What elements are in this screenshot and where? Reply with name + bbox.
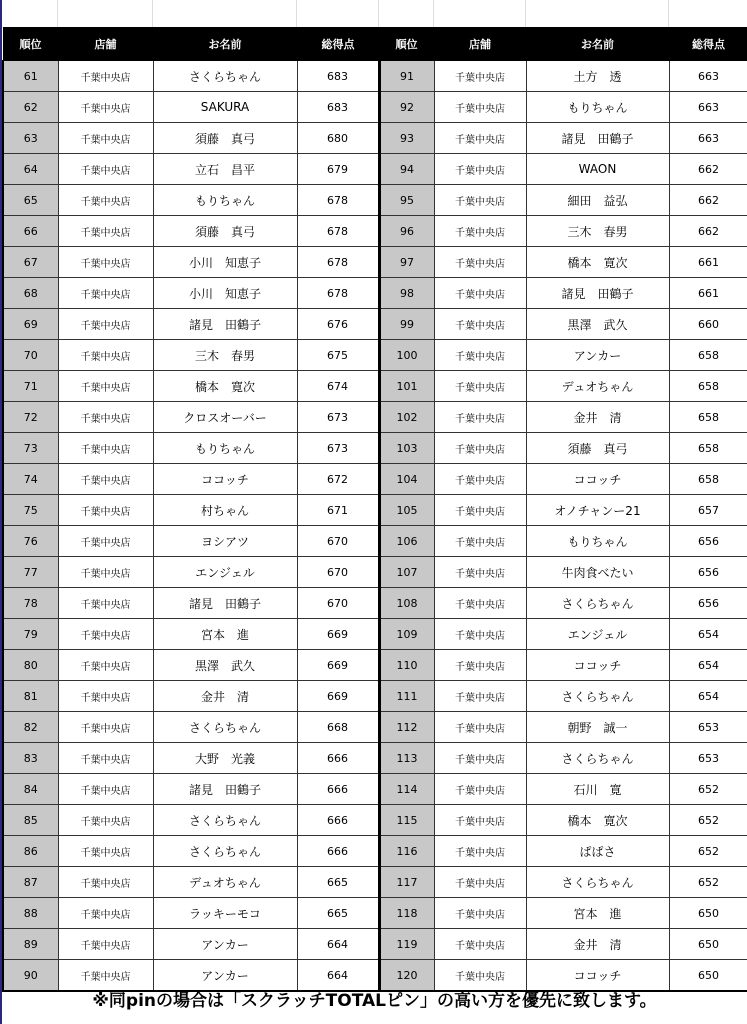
name-cell: アンカー: [526, 340, 669, 371]
score-cell: 652: [669, 867, 747, 898]
shop-cell: 千葉中央店: [58, 557, 153, 588]
shop-cell: 千葉中央店: [434, 92, 526, 123]
score-cell: 653: [669, 712, 747, 743]
shop-cell: 千葉中央店: [434, 836, 526, 867]
name-cell: さくらちゃん: [153, 805, 297, 836]
score-cell: 670: [297, 557, 379, 588]
rank-cell: 105: [379, 495, 434, 526]
shop-cell: 千葉中央店: [434, 278, 526, 309]
table-row: [3, 619, 747, 650]
name-cell: オノチャンー21: [526, 495, 669, 526]
shop-cell: 千葉中央店: [58, 216, 153, 247]
rank-cell: 79: [3, 619, 58, 650]
score-cell: 666: [297, 743, 379, 774]
rank-cell: 90: [3, 960, 58, 992]
name-cell: アンカー: [153, 960, 297, 992]
table-row: [3, 371, 747, 402]
rank-cell: 87: [3, 867, 58, 898]
rank-cell: 76: [3, 526, 58, 557]
shop-cell: 千葉中央店: [434, 743, 526, 774]
rank-cell: 77: [3, 557, 58, 588]
rank-cell: 61: [3, 61, 58, 92]
shop-cell: 千葉中央店: [58, 526, 153, 557]
score-cell: 653: [669, 743, 747, 774]
score-cell: 674: [297, 371, 379, 402]
table-row: [3, 867, 747, 898]
shop-cell: 千葉中央店: [434, 340, 526, 371]
shop-cell: 千葉中央店: [58, 774, 153, 805]
name-cell: 三木 春男: [153, 340, 297, 371]
table-row: [3, 216, 747, 247]
table-row: [3, 61, 747, 92]
shop-cell: 千葉中央店: [434, 371, 526, 402]
rank-cell: 119: [379, 929, 434, 960]
name-cell: もりちゃん: [153, 433, 297, 464]
shop-cell: 千葉中央店: [58, 681, 153, 712]
shop-cell: 千葉中央店: [58, 309, 153, 340]
score-cell: 678: [297, 185, 379, 216]
score-cell: 663: [669, 92, 747, 123]
score-cell: 652: [669, 805, 747, 836]
score-cell: 656: [669, 526, 747, 557]
shop-cell: 千葉中央店: [434, 557, 526, 588]
shop-cell: 千葉中央店: [434, 216, 526, 247]
name-cell: 大野 光義: [153, 743, 297, 774]
rank-cell: 75: [3, 495, 58, 526]
rank-cell: 74: [3, 464, 58, 495]
name-cell: 諸見 田鶴子: [153, 588, 297, 619]
score-cell: 666: [297, 836, 379, 867]
name-cell: ココッチ: [526, 650, 669, 681]
score-cell: 670: [297, 526, 379, 557]
rank-cell: 95: [379, 185, 434, 216]
name-cell: 諸見 田鶴子: [526, 278, 669, 309]
table-row: [3, 309, 747, 340]
name-cell: もりちゃん: [526, 92, 669, 123]
shop-cell: 千葉中央店: [434, 433, 526, 464]
rank-cell: 88: [3, 898, 58, 929]
rank-cell: 104: [379, 464, 434, 495]
rank-cell: 98: [379, 278, 434, 309]
rank-cell: 117: [379, 867, 434, 898]
rank-cell: 86: [3, 836, 58, 867]
rank-cell: 71: [3, 371, 58, 402]
score-cell: 670: [297, 588, 379, 619]
shop-cell: 千葉中央店: [58, 464, 153, 495]
name-cell: 朝野 誠一: [526, 712, 669, 743]
header-score: 総得点: [297, 28, 379, 61]
name-cell: デュオちゃん: [526, 371, 669, 402]
shop-cell: 千葉中央店: [434, 185, 526, 216]
rank-cell: 68: [3, 278, 58, 309]
name-cell: 立石 昌平: [153, 154, 297, 185]
shop-cell: 千葉中央店: [58, 92, 153, 123]
shop-cell: 千葉中央店: [58, 278, 153, 309]
header-rank: 順位: [379, 28, 434, 61]
score-cell: 652: [669, 774, 747, 805]
header-shop: 店舗: [58, 28, 153, 61]
rank-cell: 66: [3, 216, 58, 247]
header-score: 総得点: [669, 28, 747, 61]
name-cell: 金井 清: [526, 402, 669, 433]
table-row: [3, 464, 747, 495]
shop-cell: 千葉中央店: [434, 960, 526, 992]
table-row: [3, 526, 747, 557]
table-row: [3, 929, 747, 960]
score-cell: 683: [297, 92, 379, 123]
rank-cell: 110: [379, 650, 434, 681]
score-cell: 668: [297, 712, 379, 743]
name-cell: 村ちゃん: [153, 495, 297, 526]
score-cell: 656: [669, 588, 747, 619]
rank-cell: 84: [3, 774, 58, 805]
score-cell: 661: [669, 247, 747, 278]
shop-cell: 千葉中央店: [434, 61, 526, 92]
name-cell: 宮本 進: [526, 898, 669, 929]
name-cell: さくらちゃん: [526, 867, 669, 898]
score-cell: 650: [669, 929, 747, 960]
table-row: [3, 92, 747, 123]
shop-cell: 千葉中央店: [434, 712, 526, 743]
rank-cell: 109: [379, 619, 434, 650]
rank-cell: 102: [379, 402, 434, 433]
score-cell: 660: [669, 309, 747, 340]
name-cell: 小川 知恵子: [153, 247, 297, 278]
score-cell: 658: [669, 433, 747, 464]
name-cell: 金井 清: [153, 681, 297, 712]
table-row: [3, 681, 747, 712]
shop-cell: 千葉中央店: [434, 619, 526, 650]
shop-cell: 千葉中央店: [434, 805, 526, 836]
name-cell: 須藤 真弓: [526, 433, 669, 464]
name-cell: 土方 透: [526, 61, 669, 92]
rank-cell: 83: [3, 743, 58, 774]
rank-cell: 97: [379, 247, 434, 278]
rank-cell: 64: [3, 154, 58, 185]
name-cell: 金井 清: [526, 929, 669, 960]
rank-cell: 73: [3, 433, 58, 464]
shop-cell: 千葉中央店: [434, 867, 526, 898]
rank-cell: 89: [3, 929, 58, 960]
table-row: [3, 340, 747, 371]
table-row: [3, 712, 747, 743]
shop-cell: 千葉中央店: [58, 247, 153, 278]
shop-cell: 千葉中央店: [58, 154, 153, 185]
name-cell: 細田 益弘: [526, 185, 669, 216]
score-cell: 650: [669, 898, 747, 929]
shop-cell: 千葉中央店: [58, 619, 153, 650]
score-cell: 650: [669, 960, 747, 992]
score-cell: 676: [297, 309, 379, 340]
rank-cell: 116: [379, 836, 434, 867]
rank-cell: 114: [379, 774, 434, 805]
name-cell: ココッチ: [526, 960, 669, 992]
score-cell: 680: [297, 123, 379, 154]
name-cell: 諸見 田鶴子: [153, 309, 297, 340]
footnote: ※同pinの場合は「スクラッチTOTALピン」の高い方を優先に致します。: [92, 991, 657, 1011]
shop-cell: 千葉中央店: [434, 929, 526, 960]
table-header-row: [3, 28, 747, 61]
shop-cell: 千葉中央店: [58, 371, 153, 402]
rank-cell: 91: [379, 61, 434, 92]
name-cell: さくらちゃん: [153, 61, 297, 92]
rank-cell: 108: [379, 588, 434, 619]
rank-cell: 78: [3, 588, 58, 619]
score-cell: 662: [669, 185, 747, 216]
table-row: [3, 836, 747, 867]
shop-cell: 千葉中央店: [434, 464, 526, 495]
table-row: [3, 774, 747, 805]
rank-cell: 63: [3, 123, 58, 154]
table-row: [3, 185, 747, 216]
shop-cell: 千葉中央店: [58, 185, 153, 216]
shop-cell: 千葉中央店: [58, 61, 153, 92]
score-cell: 662: [669, 216, 747, 247]
score-cell: 654: [669, 681, 747, 712]
score-cell: 664: [297, 960, 379, 992]
shop-cell: 千葉中央店: [434, 123, 526, 154]
score-cell: 652: [669, 836, 747, 867]
name-cell: 石川 寛: [526, 774, 669, 805]
score-cell: 658: [669, 402, 747, 433]
table-row: [3, 650, 747, 681]
shop-cell: 千葉中央店: [434, 495, 526, 526]
rank-cell: 80: [3, 650, 58, 681]
score-cell: 654: [669, 650, 747, 681]
rank-cell: 115: [379, 805, 434, 836]
shop-cell: 千葉中央店: [434, 681, 526, 712]
shop-cell: 千葉中央店: [58, 495, 153, 526]
rank-cell: 92: [379, 92, 434, 123]
score-cell: 679: [297, 154, 379, 185]
name-cell: さくらちゃん: [526, 743, 669, 774]
rank-cell: 67: [3, 247, 58, 278]
name-cell: さくらちゃん: [153, 712, 297, 743]
rank-cell: 94: [379, 154, 434, 185]
score-cell: 664: [297, 929, 379, 960]
rank-cell: 101: [379, 371, 434, 402]
name-cell: 須藤 真弓: [153, 123, 297, 154]
name-cell: 諸見 田鶴子: [526, 123, 669, 154]
name-cell: エンジェル: [153, 557, 297, 588]
table-row: [3, 402, 747, 433]
rank-cell: 107: [379, 557, 434, 588]
score-cell: 658: [669, 340, 747, 371]
header-shop: 店舗: [434, 28, 526, 61]
score-cell: 663: [669, 123, 747, 154]
name-cell: 黒澤 武久: [526, 309, 669, 340]
rank-cell: 103: [379, 433, 434, 464]
score-cell: 669: [297, 650, 379, 681]
shop-cell: 千葉中央店: [58, 743, 153, 774]
shop-cell: 千葉中央店: [58, 867, 153, 898]
name-cell: WAON: [526, 154, 669, 185]
name-cell: 諸見 田鶴子: [153, 774, 297, 805]
rank-cell: 62: [3, 92, 58, 123]
rank-cell: 85: [3, 805, 58, 836]
name-cell: 小川 知恵子: [153, 278, 297, 309]
shop-cell: 千葉中央店: [58, 340, 153, 371]
score-cell: 665: [297, 898, 379, 929]
rank-cell: 112: [379, 712, 434, 743]
score-cell: 657: [669, 495, 747, 526]
rank-cell: 93: [379, 123, 434, 154]
shop-cell: 千葉中央店: [58, 588, 153, 619]
score-cell: 673: [297, 433, 379, 464]
table-row: [3, 433, 747, 464]
shop-cell: 千葉中央店: [58, 402, 153, 433]
header-name: お名前: [153, 28, 297, 61]
rank-cell: 99: [379, 309, 434, 340]
shop-cell: 千葉中央店: [434, 309, 526, 340]
shop-cell: 千葉中央店: [434, 154, 526, 185]
score-cell: 671: [297, 495, 379, 526]
name-cell: さくらちゃん: [526, 681, 669, 712]
rank-cell: 111: [379, 681, 434, 712]
name-cell: アンカー: [153, 929, 297, 960]
score-cell: 654: [669, 619, 747, 650]
score-cell: 661: [669, 278, 747, 309]
header-rank: 順位: [3, 28, 58, 61]
name-cell: さくらちゃん: [153, 836, 297, 867]
table-row: [3, 805, 747, 836]
name-cell: 牛肉食べたい: [526, 557, 669, 588]
blank-spreadsheet-row: [2, 0, 747, 27]
rank-cell: 70: [3, 340, 58, 371]
name-cell: 橋本 寛次: [153, 371, 297, 402]
shop-cell: 千葉中央店: [58, 650, 153, 681]
score-cell: 675: [297, 340, 379, 371]
table-row: [3, 154, 747, 185]
shop-cell: 千葉中央店: [58, 960, 153, 992]
score-cell: 678: [297, 278, 379, 309]
rank-cell: 106: [379, 526, 434, 557]
score-cell: 663: [669, 61, 747, 92]
name-cell: クロスオーバー: [153, 402, 297, 433]
rank-cell: 118: [379, 898, 434, 929]
name-cell: 宮本 進: [153, 619, 297, 650]
name-cell: SAKURA: [153, 92, 297, 123]
score-cell: 678: [297, 216, 379, 247]
rank-cell: 82: [3, 712, 58, 743]
score-cell: 656: [669, 557, 747, 588]
shop-cell: 千葉中央店: [434, 650, 526, 681]
name-cell: 橋本 寛次: [526, 247, 669, 278]
rank-cell: 69: [3, 309, 58, 340]
shop-cell: 千葉中央店: [434, 774, 526, 805]
rank-cell: 120: [379, 960, 434, 992]
name-cell: さくらちゃん: [526, 588, 669, 619]
score-cell: 658: [669, 464, 747, 495]
name-cell: 須藤 真弓: [153, 216, 297, 247]
name-cell: デュオちゃん: [153, 867, 297, 898]
rank-cell: 81: [3, 681, 58, 712]
name-cell: 三木 春男: [526, 216, 669, 247]
shop-cell: 千葉中央店: [434, 526, 526, 557]
table-row: [3, 588, 747, 619]
name-cell: 黒澤 武久: [153, 650, 297, 681]
score-cell: 666: [297, 774, 379, 805]
table-row: [3, 495, 747, 526]
shop-cell: 千葉中央店: [434, 402, 526, 433]
rank-cell: 72: [3, 402, 58, 433]
shop-cell: 千葉中央店: [434, 898, 526, 929]
table-row: [3, 278, 747, 309]
ranking-table: [2, 27, 747, 992]
score-cell: 658: [669, 371, 747, 402]
score-cell: 683: [297, 61, 379, 92]
table-row: [3, 123, 747, 154]
table-row: [3, 898, 747, 929]
name-cell: ぱぱさ: [526, 836, 669, 867]
shop-cell: 千葉中央店: [58, 805, 153, 836]
table-row: [3, 743, 747, 774]
rank-cell: 96: [379, 216, 434, 247]
score-cell: 678: [297, 247, 379, 278]
score-cell: 672: [297, 464, 379, 495]
name-cell: ラッキーモコ: [153, 898, 297, 929]
name-cell: ココッチ: [526, 464, 669, 495]
shop-cell: 千葉中央店: [58, 836, 153, 867]
score-cell: 669: [297, 681, 379, 712]
name-cell: もりちゃん: [526, 526, 669, 557]
rank-cell: 65: [3, 185, 58, 216]
score-cell: 662: [669, 154, 747, 185]
rank-cell: 113: [379, 743, 434, 774]
shop-cell: 千葉中央店: [58, 712, 153, 743]
shop-cell: 千葉中央店: [58, 929, 153, 960]
shop-cell: 千葉中央店: [434, 588, 526, 619]
header-name: お名前: [526, 28, 669, 61]
rank-cell: 100: [379, 340, 434, 371]
table-row: [3, 247, 747, 278]
name-cell: 橋本 寛次: [526, 805, 669, 836]
score-cell: 665: [297, 867, 379, 898]
shop-cell: 千葉中央店: [434, 247, 526, 278]
name-cell: ヨシアツ: [153, 526, 297, 557]
score-cell: 669: [297, 619, 379, 650]
name-cell: もりちゃん: [153, 185, 297, 216]
shop-cell: 千葉中央店: [58, 898, 153, 929]
shop-cell: 千葉中央店: [58, 433, 153, 464]
score-cell: 673: [297, 402, 379, 433]
score-cell: 666: [297, 805, 379, 836]
name-cell: ココッチ: [153, 464, 297, 495]
table-row: [3, 557, 747, 588]
shop-cell: 千葉中央店: [58, 123, 153, 154]
name-cell: エンジェル: [526, 619, 669, 650]
